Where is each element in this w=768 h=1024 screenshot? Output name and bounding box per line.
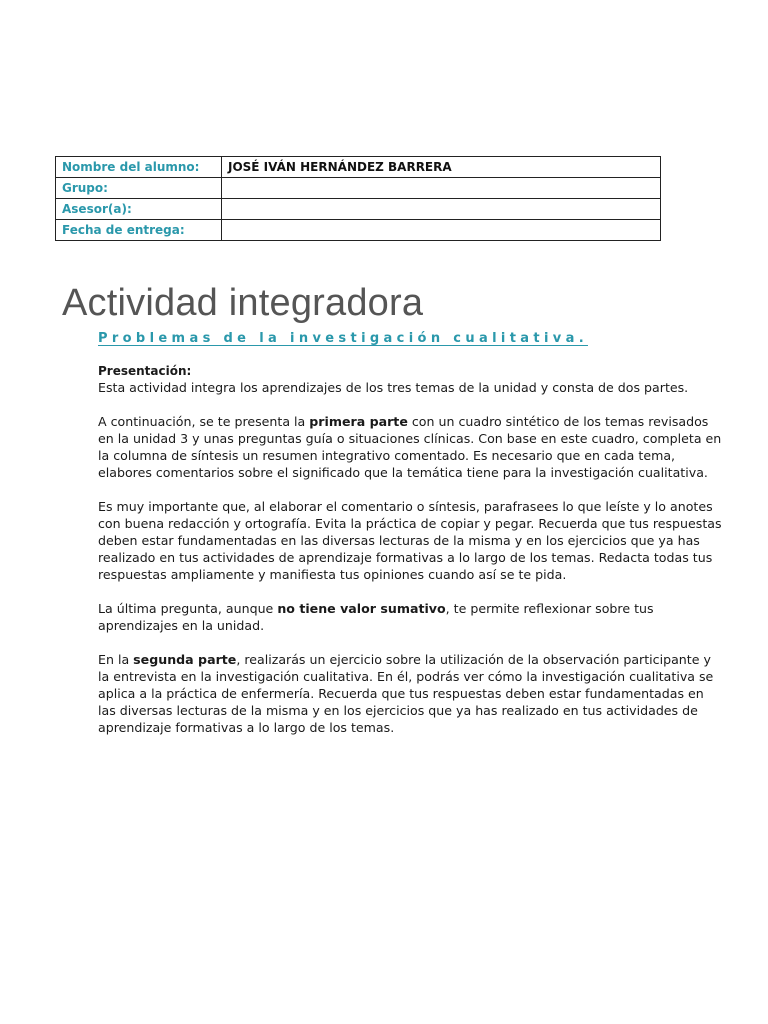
advisor-value <box>222 199 661 220</box>
group-label: Grupo: <box>56 178 222 199</box>
document-body <box>98 364 722 753</box>
paragraph-second-part <box>98 651 722 736</box>
table-row <box>56 157 661 178</box>
table-row <box>56 178 661 199</box>
table-row <box>56 220 661 241</box>
emphasis-no-value: no tiene valor sumativo <box>277 601 446 616</box>
paragraph-first-part <box>98 413 722 481</box>
table-row <box>56 199 661 220</box>
document-subtitle: Problemas de la investigación cualitativa. <box>98 331 588 346</box>
document-title: Actividad integradora <box>62 282 424 324</box>
presentation-heading: Presentación: <box>98 364 192 378</box>
emphasis-first-part: primera parte <box>309 414 408 429</box>
paragraph-text: , realizarás un ejercicio sobre la utilización de la observación participante y la entrevista en la investigación cualitativa. En él, podrás ver cómo la investigación cualitativa se aplica a la práctica de enfermería. Recuerda que tus respuestas deben estar fundamentadas en las diversas lecturas de la misma y en los ejercicios que ya has realizado en tus actividades de aprendizaje formativas a lo largo de los temas. <box>98 652 714 735</box>
paragraph-intro: Esta actividad integra los aprendizajes de los tres temas de la unidad y consta de dos partes. <box>98 380 689 395</box>
student-name-value: JOSÉ IVÁN HERNÁNDEZ BARRERA <box>222 157 661 178</box>
due-date-value <box>222 220 661 241</box>
paragraph-instructions: Es muy importante que, al elaborar el comentario o síntesis, parafrasees lo que leíste y lo anotes con buena redacción y ortografía. Evita la práctica de copiar y pegar. Recuerda que tus respuestas deben estar fundamentadas en las diversas lecturas de la misma y en los ejercicios que ya has realizado en tus actividades de aprendizaje formativas a lo largo de los temas. Redacta todas tus respuestas ampliamente y manifiesta tus opiniones cuando así se te pida. <box>98 499 722 582</box>
paragraph-text: En la <box>98 652 134 667</box>
due-date-label: Fecha de entrega: <box>56 220 222 241</box>
advisor-label: Asesor(a): <box>56 199 222 220</box>
student-name-label: Nombre del alumno: <box>56 157 222 178</box>
group-value <box>222 178 661 199</box>
emphasis-second-part: segunda parte <box>133 652 237 667</box>
paragraph-last-question <box>98 600 722 634</box>
student-info-table <box>55 156 661 241</box>
paragraph-text: con un cuadro sintético de los temas revisados en la unidad 3 y unas preguntas guía o situaciones clínicas. Con base en este cuadro, completa en la columna de síntesis un resumen integrativo comentado. Es necesario que en cada tema, elabores comentarios sobre el significado que la temática tiene para la investigación cualitativa. <box>98 414 722 480</box>
paragraph-text: A continuación, se te presenta la <box>98 414 310 429</box>
paragraph-text: La última pregunta, aunque <box>98 601 278 616</box>
paragraph-text: , te permite reflexionar sobre tus aprendizajes en la unidad. <box>98 601 654 633</box>
